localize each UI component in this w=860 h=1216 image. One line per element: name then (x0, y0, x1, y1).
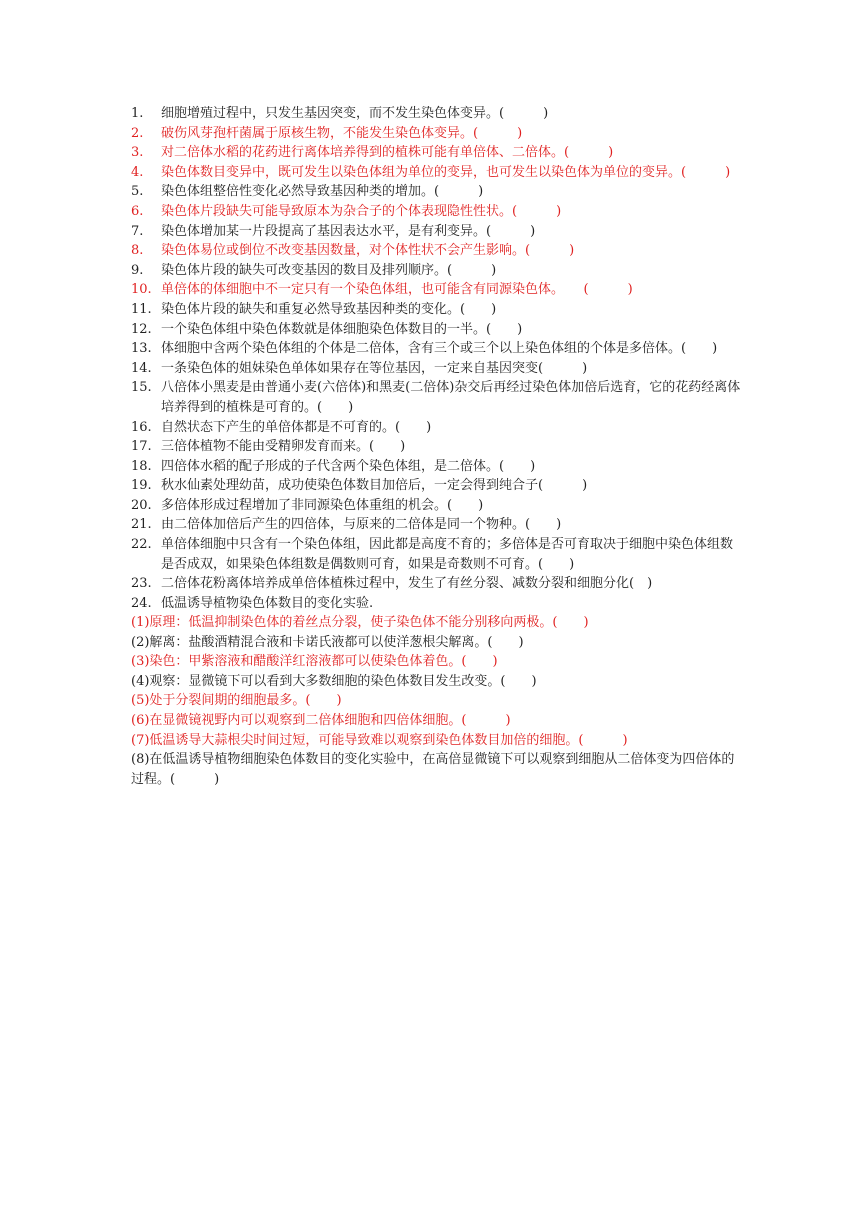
item-text: 染色体易位或倒位不改变基因数量，对个体性状不会产生影响。( ) (161, 243, 575, 259)
item-number: 13. (131, 341, 152, 357)
item-text: 染色体数目变异中，既可发生以染色体组为单位的变异，也可发生以染色体为单位的变异。( ) (161, 164, 731, 180)
item-text: 染色体组整倍性变化必然导致基因种类的增加。( ) (161, 184, 484, 200)
item-text: 三倍体植物不能由受精卵发育而来。( ) (161, 439, 406, 455)
item-text: 低温诱导植物染色体数目的变化实验. (161, 595, 374, 611)
list-item (131, 359, 741, 379)
item-number: 14. (131, 360, 152, 376)
list-item (131, 182, 741, 202)
list-item (131, 163, 741, 183)
item-text: 对二倍体水稻的花药进行离体培养得到的植株可能有单倍体、二倍体。( ) (161, 145, 614, 161)
list-item (131, 261, 741, 281)
list-item (131, 594, 741, 614)
item-text: 染色体片段缺失可能导致原本为杂合子的个体表现隐性性状。( ) (161, 203, 562, 219)
item-number: 20. (131, 497, 152, 513)
list-item (131, 574, 741, 594)
list-item (131, 457, 741, 477)
item-number: 6. (131, 203, 144, 219)
item-text: 一条染色体的姐妹染色单体如果存在等位基因，一定来自基因突变( ) (161, 360, 588, 376)
item-number: 24. (131, 595, 152, 611)
item-text: 一个染色体组中染色体数就是体细胞染色体数目的一半。( ) (161, 321, 523, 337)
item-text: 多倍体形成过程增加了非同源染色体重组的机会。( ) (161, 497, 484, 513)
list-item (131, 241, 741, 261)
item-text: 染色体增加某一片段提高了基因表达水平，是有利变异。( ) (161, 223, 536, 239)
list-item (131, 202, 741, 222)
list-item (131, 476, 741, 496)
list-item (131, 143, 741, 163)
sub-item: (2)解离：盐酸酒精混合液和卡诺氏液都可以使洋葱根尖解离。( ) (131, 634, 524, 650)
item-text: 秋水仙素处理幼苗，成功使染色体数目加倍后，一定会得到纯合子( ) (161, 478, 588, 494)
item-number: 9. (131, 262, 144, 278)
item-text: 染色体片段的缺失可改变基因的数目及排列顺序。( ) (161, 262, 497, 278)
list-item (131, 535, 741, 574)
item-number: 8. (131, 243, 144, 259)
item-number: 19. (131, 478, 152, 494)
item-number: 11. (131, 301, 152, 317)
item-number: 18. (131, 458, 152, 474)
item-text: 单倍体的体细胞中不一定只有一个染色体组，也可能含有同源染色体。 ( ) (161, 282, 633, 298)
item-text: 细胞增殖过程中，只发生基因突变，而不发生染色体变异。( ) (161, 106, 549, 121)
item-number: 1. (131, 106, 144, 121)
list-item (131, 222, 741, 242)
list-item (131, 300, 741, 320)
item-text: 二倍体花粉离体培养成单倍体植株过程中，发生了有丝分裂、减数分裂和细胞分化( ) (161, 576, 653, 592)
item-text: 单倍体细胞中只含有一个染色体组，因此都是高度不育的；多倍体是否可育取决于细胞中染色体组数是否成双，如果染色体组数是偶数则可育，如果是奇数则不可育。( ) (161, 537, 734, 572)
item-number: 22. (131, 537, 152, 553)
question-list (131, 104, 741, 613)
sub-item: (5)处于分裂间期的细胞最多。( ) (131, 693, 342, 709)
list-item (131, 515, 741, 535)
sub-item: (1)原理：低温抑制染色体的着丝点分裂，使子染色体不能分别移向两极。( ) (131, 615, 589, 630)
sub-item: (7)低温诱导大蒜根尖时间过短，可能导致难以观察到染色体数目加倍的细胞。( ) (131, 732, 628, 748)
sub-item: (4)观察：显微镜下可以看到大多数细胞的染色体数目发生改变。( ) (131, 673, 537, 689)
list-item (131, 437, 741, 457)
item-text: 四倍体水稻的配子形成的子代含两个染色体组，是二倍体。( ) (161, 458, 536, 474)
item-text: 由二倍体加倍后产生的四倍体，与原来的二倍体是同一个物种。( ) (161, 517, 562, 533)
item-number: 17. (131, 439, 152, 455)
list-item (131, 496, 741, 516)
list-item (131, 378, 741, 417)
list-item (131, 339, 741, 359)
list-item (131, 320, 741, 340)
list-item (131, 280, 741, 300)
list-item (131, 104, 741, 124)
list-item (131, 124, 741, 144)
item-number: 23. (131, 576, 152, 592)
item-number: 7. (131, 223, 144, 239)
sub-item: (8)在低温诱导植物细胞染色体数目的变化实验中，在高倍显微镜下可以观察到细胞从二倍体变为四倍体的过程。( ) (131, 752, 735, 787)
sub-item: (6)在显微镜视野内可以观察到二倍体细胞和四倍体细胞。( ) (131, 712, 511, 728)
item-text: 染色体片段的缺失和重复必然导致基因种类的变化。( ) (161, 301, 497, 317)
item-text: 八倍体小黑麦是由普通小麦(六倍体)和黑麦(二倍体)杂交后再经过染色体加倍后选育，它的花药经离体培养得到的植株是可育的。( ) (161, 380, 741, 415)
item-text: 自然状态下产生的单倍体都是不可育的。( ) (161, 419, 432, 435)
item-number: 2. (131, 125, 144, 141)
item-number: 10. (131, 282, 152, 298)
item-number: 21. (131, 517, 152, 533)
item-number: 5. (131, 184, 144, 200)
item-text: 体细胞中含两个染色体组的个体是二倍体，含有三个或三个以上染色体组的个体是多倍体。( ) (161, 341, 718, 357)
list-item (131, 418, 741, 438)
sub-item: (3)染色：甲紫溶液和醋酸洋红溶液都可以使染色体着色。( ) (131, 654, 498, 670)
item-number: 12. (131, 321, 152, 337)
item-number: 4. (131, 164, 144, 180)
item-number: 15. (131, 380, 152, 396)
item-text: 破伤风芽孢杆菌属于原核生物，不能发生染色体变异。( ) (161, 125, 523, 141)
item-number: 3. (131, 145, 144, 161)
item-number: 16. (131, 419, 152, 435)
experiment-subitem-list (131, 613, 741, 789)
